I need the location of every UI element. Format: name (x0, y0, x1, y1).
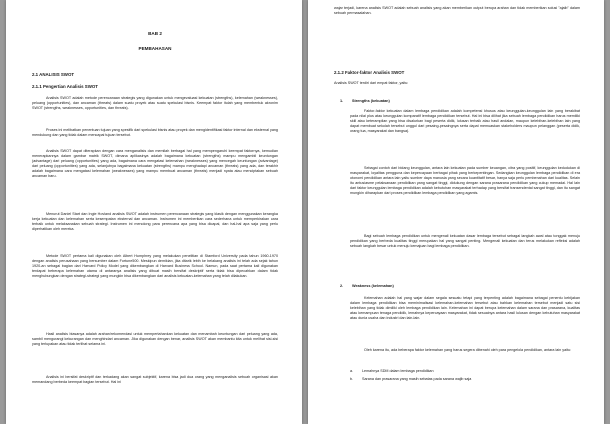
document-page-right (308, 0, 604, 424)
paragraph: Menurut Daniel Start dan Ingie Hovland analisis SWOT adalah instrumen perencanaan strategis yang klasik dengan menggunakan kerangka kerja kekuatan dan kelemahan serta kesempatan eksternal dan ancaman. Instrumen ini memberikan cara sederhana untuk memperkirakan cara terbaik untuk melaksanakan sebuah strategi. Instrumen ini menolong para perencana apa yang bisa dicapai, dan hal-hal apa saja yang perlu diperhatikan oleh mereka. (32, 212, 278, 232)
paragraph: Hasil analisis biasanya adalah arahan/rekomendasi untuk mempertahankan kekuatan dan menambah keuntungan dari peluang yang ada, sambil mengurangi kekurangan dan menghindari ancaman. Jika digunakan dengan benar, analisis SWOT akan membantu kita untuk melihat sisi-sisi yang terlupakan atau tidak terlihat selama ini. (32, 332, 278, 347)
list-item-strengths (340, 99, 580, 104)
paragraph: Proses ini melibatkan penentuan tujuan yang spesifik dari spekulasi bisnis atau proyek dan mengidentifikasi faktor internal dan eksternal yang mendukung dan yang tidak dalam mencapai tujuan tersebut. (32, 128, 278, 138)
sub-list-label: b. (350, 377, 354, 381)
paragraph: Analisis ini bersifat deskriptif dan terkadang akan sangat subjektif, karena bisa jadi dua orang yang menganalisis sebuah organisasi akan memandang berbeda keempat bagian tersebut. Hal ini (32, 375, 278, 385)
paragraph: Analisis SWOT adalah metode perencanaan strategis yang digunakan untuk mengevaluasi kekuatan (strengths), kelemahan (weaknesses), peluang (opportunities), dan ancaman (threats) dalam suatu proyek atau suatu spekulasi bisnis. Keempat faktor itulah yang membentuk akronim SWOT (strengths, weaknesses, opportunities, dan threats). (32, 96, 278, 111)
paragraph: Metode SWOT pertama kali digunakan oleh Albert Humphrey yang melakukan penelitian di Stamford University pada tahun 1960-1970 dengan analisis perusahaan yang bersumber dalam Fortune500. Meskipun demikian, jika ditarik lebih ke belakang analisis ini telah ada sejak tahun 1920-an sebagai bagian dari Harvard Policy Model yang dikembangkan di Harvard Business School. Namun, pada saat pertama kali digunakan terdapat beberapa kelemahan utama di antaranya analisis yang dibuat masih bersifat deskriptif serta tidak bisa dipecahkan dalam tidak menghubungkan dengan strategi-strategi yang mungkin bisa dikembangkan dari analisis kekuatan-kelemahan yang telah dilakukan. (32, 254, 278, 279)
paragraph: Faktor-faktor kekuatan dalam lembaga pendidikan adalah kompetensi khusus atau keunggulan-keunggulan lain yang berakibat pada nilai plus atau keunggulan komparatif lembaga pendidikan tersebut. Hal ini bisa dilihat jika sebuah lembaga pendidikan harus memiliki skill atau keterampilan yang bisa disalurkan bagi peserta didik, lulusan terbaik atau hasil andalan, maupun kelebihan-kelebihan lain yang dapat membuat sekolah tersebut unggul dari pesaing-pesaingnya serta dapat memuaskan stakeholders maupun pelanggan (peserta didik, orang tua, masyarakat dan bangsa). (350, 109, 580, 134)
sub-list-text: Sarana dan prasarana yang masih sebatas pada sarana wajib saja (362, 377, 472, 381)
chapter-number: BAB 2 (148, 31, 162, 36)
sub-list-item (350, 369, 580, 374)
paragraph: Bagi sebuah lembaga pendidikan untuk mengenali kekuatan dasar lembaga tersebut sebagai langkah awal atau tonggak menuju pendidikan yang berbeda kualitas tinggi merupakan hal yang sangat penting. Mengenali kekuatan dan terus melakukan refleksi adalah sebuah langkah besar untuk menuju kemajuan bagi lembaga pendidikan. (350, 234, 580, 249)
subsection-heading-2-1-2: 2.1.2 Faktor-faktor Analisis SWOT (334, 70, 405, 75)
list-title: Weakness (kelemahan) (352, 284, 394, 288)
paragraph: Kelemahan adalah hal yang wajar dalam segala sesuatu tetapi yang terpenting adalah bagaimana sebagai penentu kebijakan dalam lembaga pendidikan bisa meminimalisasi kelemahan-kelemahan tersebut atau bahkan kelemahan tersebut menjadi satu sisi kelebihan yang tidak dimiliki oleh lembaga pendidikan lain. Kelemahan ini dapat berupa kelemahan dalam sarana dan prasarana, kualitas atau kemampuan tenaga pendidik, lemahnya kepercayaan masyarakat, tidak sesuainya antara hasil lulusan dengan kebutuhan masyarakat atau dunia usaha dan industri dan lain-lain. (350, 296, 580, 321)
subsection-heading-2-1-1: 2.1.1 Pengertian Analisis SWOT (32, 84, 98, 89)
list-title: Strengths (kekuatan) (352, 99, 390, 103)
document-page-left (6, 0, 302, 424)
paragraph: Sebagai contoh dari bidang keunggulan, antara lain kekuatan pada sumber keuangan, citra yang positif, keunggulan kedudukan di masyarakat, loyalitas pengguna dan kepercayaan berbagai pihak yang berkepentingan. Sedangkan keunggulan lembaga pendidikan di era otonomi pendidikan antara lain yaitu sumber daya manusia yang secara kuantitatif besar, hanya saja perlu pembenahan dari kualitas. Selain itu antusiasme pelaksanaan pendidikan yang sangat tinggi, didukung dengan sarana prasarana pendidikan yang cukup memadai. Hal lain dari faktor keunggulan lembaga pendidikan adalah kebutuhan masyarakat terhadap yang bersifat transendental sangat tinggi, dan itu sangat mungkin diharapkan dari proses pendidikan lembaga pendidikan yang agamis. (350, 166, 580, 196)
intro-text: Analisis SWOT terdiri dari empat faktor, yaitu: (334, 81, 409, 85)
section-heading-2-1: 2.1 ANALISIS SWOT (32, 72, 75, 77)
sub-list-text: Lemahnya SDM dalam lembaga pendidikan (362, 369, 434, 373)
paragraph: Oleh karena itu, ada beberapa faktor kelemahan yang harus segera dibenahi oleh para pengelola pendidikan, antara lain yaitu: (364, 348, 572, 352)
list-item-weakness (340, 284, 580, 289)
chapter-title: PEMBAHASAN (138, 46, 172, 51)
list-number: 2. (340, 284, 344, 288)
paragraph-continuation: wajar terjadi, karena analisis SWOT adalah sebuah analisis yang akan memberikan output berupa arahan dan tidak memberikan solusi "ajaib" dalam sebuah permasalahan. (334, 6, 580, 16)
paragraph: Analisis SWOT dapat diterapkan dengan cara menganalisis dan memilah berbagai hal yang mempengaruhi keempat faktornya, kemudian menerapkannya dalam gambar matrik SWOT, dimana aplikasinya adalah bagaimana kekuatan (strengths) mampu mengambil keuntungan (advantage) dari peluang (opportunities) yang ada, bagaimana cara mengatasi kelemahan (weaknesses) yang mencegah keuntungan (advantage) dari peluang (opportunities) yang ada, selanjutnya bagaimana kekuatan (strengths) mampu menghadapi ancaman (threats) yang ada, dan terakhir adalah bagaimana cara mengatasi kelemahan (weaknesses) yang mampu membuat ancaman (threats) menjadi nyata atau menciptakan sebuah ancaman baru. (32, 149, 278, 179)
sub-list-item (350, 377, 580, 382)
list-number: 1. (340, 99, 344, 103)
sub-list-label: a. (350, 369, 354, 373)
